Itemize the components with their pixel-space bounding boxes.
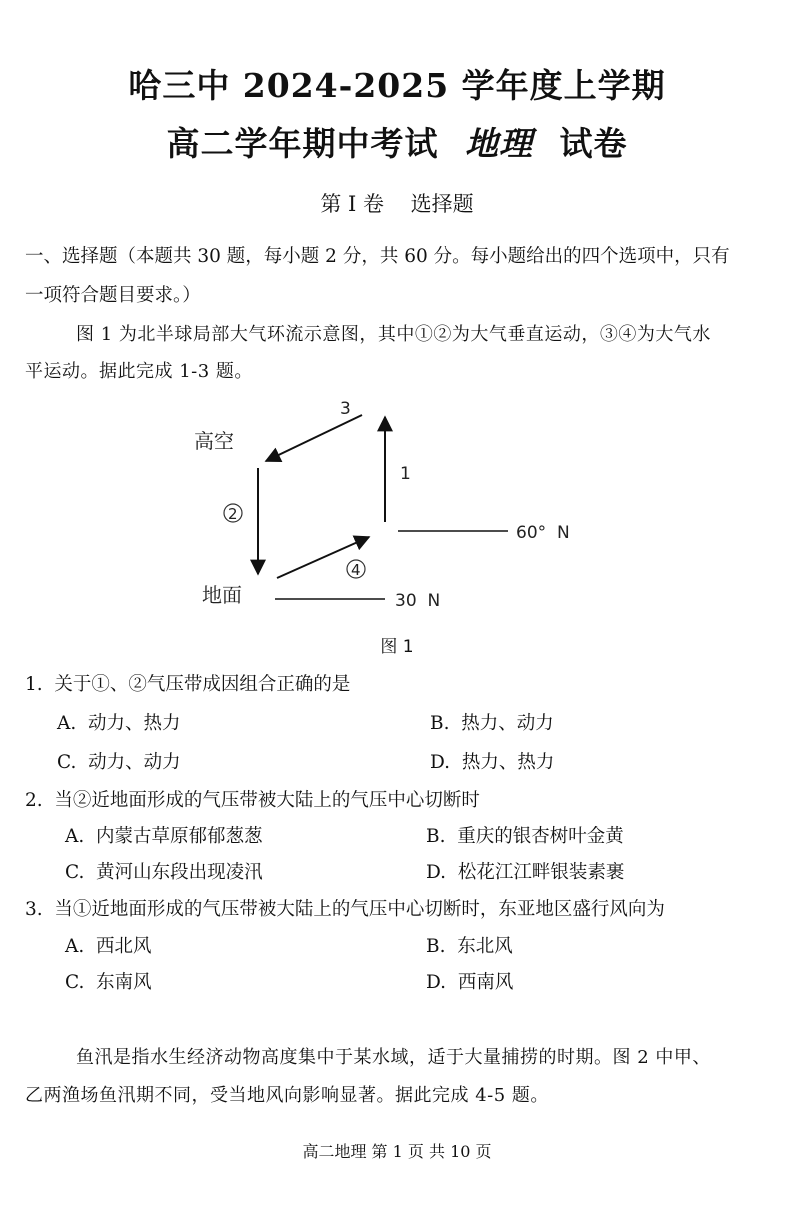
latitude-60-label: 60° N: [516, 523, 570, 543]
label-upper-air: 高空: [194, 429, 234, 453]
arrow-1-label: 1: [400, 464, 411, 484]
question-1-option-b[interactable]: B. 热力、动力: [430, 713, 554, 734]
arrow-3-label: 3: [340, 399, 351, 419]
arrow-3: [266, 415, 362, 461]
passage1-line2: 平运动。据此完成 1-3 题。: [25, 361, 253, 382]
question-1-option-a[interactable]: A. 动力、热力: [57, 713, 181, 734]
question-3-option-c[interactable]: C. 东南风: [65, 972, 152, 993]
section-heading: 第 I 卷 选择题: [320, 192, 474, 216]
passage1-line1: 图 1 为北半球局部大气环流示意图，其中①②为大气垂直运动，③④为大气水: [76, 324, 711, 345]
question-3-option-a[interactable]: A. 西北风: [65, 936, 152, 957]
exam-title-line2: [0, 118, 794, 165]
passage2-line2: 乙两渔场鱼汛期不同，受当地风向影响显著。据此完成 4-5 题。: [25, 1085, 549, 1106]
figure1-caption: 图 1: [380, 637, 414, 657]
question-1-option-c[interactable]: C. 动力、动力: [57, 752, 181, 773]
exam-title-line1: 哈三中 2024-2025 学年度上学期: [128, 66, 666, 105]
question-2-option-b[interactable]: B. 重庆的银杏树叶金黄: [426, 826, 624, 847]
page-footer: 高二地理 第 1 页 共 10 页: [302, 1142, 492, 1161]
question-3-option-b[interactable]: B. 东北风: [426, 936, 513, 957]
question-2-option-a[interactable]: A. 内蒙古草原郁郁葱葱: [65, 826, 263, 847]
question-3-stem: 3. 当①近地面形成的气压带被大陆上的气压中心切断时，东亚地区盛行风向为: [25, 899, 665, 920]
question-2-stem: 2. 当②近地面形成的气压带被大陆上的气压中心切断时: [25, 790, 480, 811]
question-2-option-c[interactable]: C. 黄河山东段出现凌汛: [65, 862, 263, 883]
question-1-option-d[interactable]: D. 热力、热力: [430, 752, 555, 773]
latitude-30-label: 30 N: [395, 591, 441, 611]
question-1-stem: 1. 关于①、②气压带成因组合正确的是: [25, 674, 351, 695]
arrow-2-label: 2: [228, 505, 238, 523]
question-3-option-d[interactable]: D. 西南风: [426, 972, 514, 993]
exam-title-prefix: 高二学年期中考试: [166, 124, 439, 163]
arrow-4-label: 4: [351, 561, 361, 579]
exam-title-suffix: 试卷: [559, 124, 628, 163]
question-2-option-d[interactable]: D. 松花江江畔银装素裹: [426, 862, 625, 883]
instructions-line2: 一项符合题目要求。）: [25, 285, 201, 306]
label-ground: 地面: [202, 583, 242, 607]
exam-subject: 地理: [465, 124, 533, 163]
passage2-line1: 鱼汛是指水生经济动物高度集中于某水域，适于大量捕捞的时期。图 2 中甲、: [76, 1047, 711, 1068]
instructions-line1: 一、选择题（本题共 30 题，每小题 2 分，共 60 分。每小题给出的四个选项中，只有: [25, 246, 730, 267]
figure1-circulation-diagram: [180, 390, 600, 630]
